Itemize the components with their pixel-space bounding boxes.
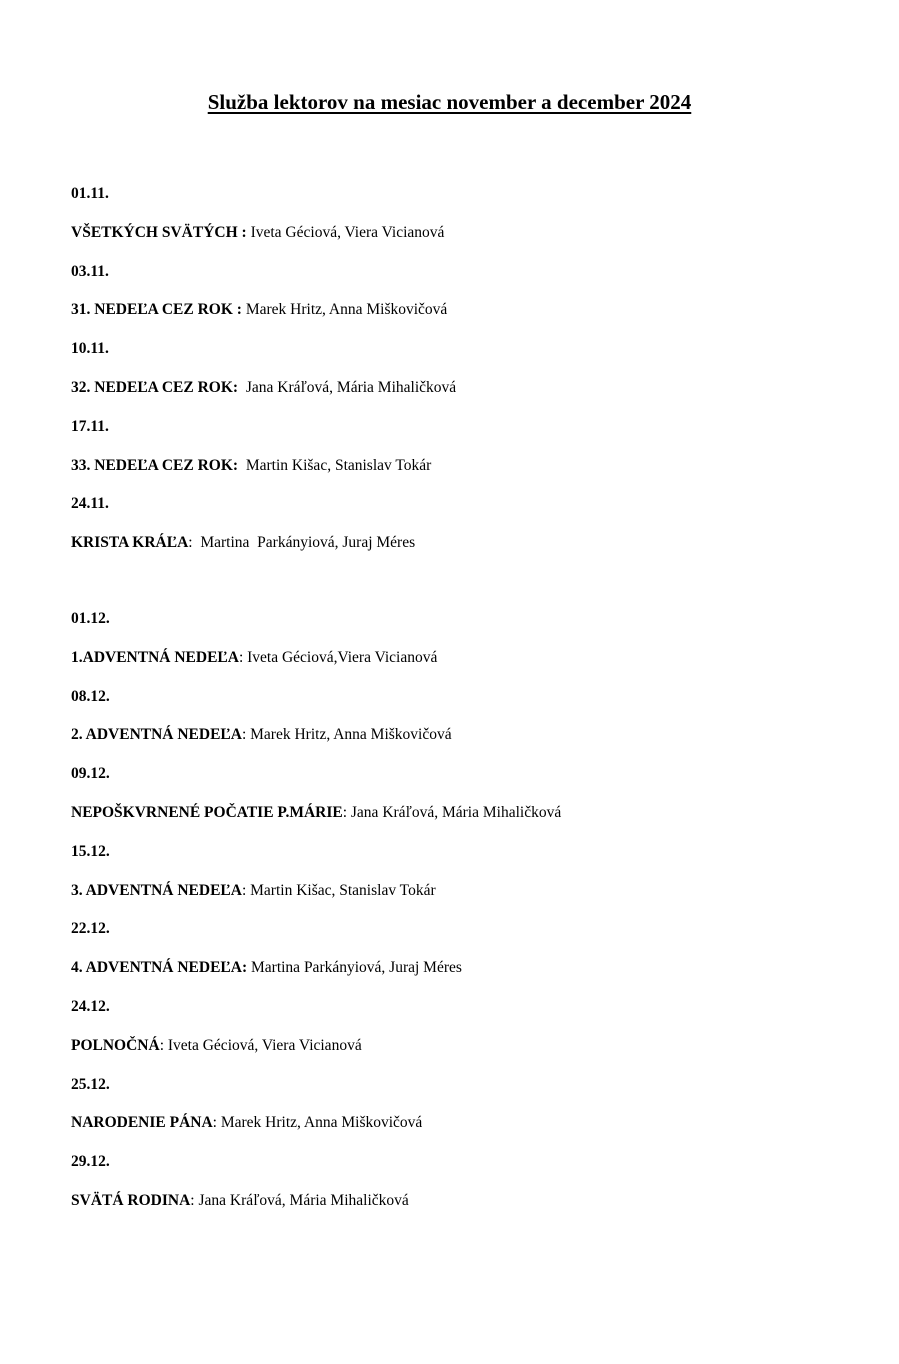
lector-names: Iveta Géciová, Viera Vicianová [246,223,445,241]
lector-names: : Martina Parkányiová, Juraj Méres [188,534,416,552]
celebration-label: 31. NEDEĽA CEZ ROK : [71,301,242,319]
document-title-text: Služba lektorov na mesiac november a december 2024 [207,90,692,114]
lector-names: : Martin Kišac, Stanislav Tokár [241,881,436,899]
celebration-label: NARODENIE PÁNA [71,1114,213,1132]
schedule-date: 01.11. [71,185,109,202]
schedule-entry [71,801,831,840]
schedule-date: 17.11. [71,417,109,435]
schedule-entry [71,376,831,415]
schedule-entry [71,956,831,995]
lector-names: : Iveta Géciová,Viera Vicianová [238,648,438,666]
celebration-label: 2. ADVENTNÁ NEDEĽA [71,726,242,744]
schedule-entry [71,1189,831,1228]
schedule-date: 22.12. [71,920,110,938]
schedule-date: 01.12. [71,610,110,627]
celebration-label: 1.ADVENTNÁ NEDEĽA [71,648,239,666]
schedule-date: 24.12. [71,997,110,1015]
schedule-date: 08.12. [71,687,110,705]
celebration-label: KRISTA KRÁĽA [71,534,189,552]
celebration-label: 3. ADVENTNÁ NEDEĽA [71,881,242,899]
lector-names: : Jana Kráľová, Mária Mihaličková [190,1191,409,1209]
schedule-entry [71,1111,831,1150]
lector-names: Martin Kišac, Stanislav Tokár [238,456,432,474]
schedule-date: 25.12. [71,1075,110,1093]
celebration-label: POLNOČNÁ [71,1036,160,1054]
schedule-entry [71,454,831,493]
schedule-date: 24.11. [71,495,109,513]
schedule-entry [71,1034,831,1073]
lector-names: Martina Parkányiová, Juraj Méres [247,959,462,977]
schedule-date: 03.11. [71,262,109,280]
celebration-label: SVÄTÁ RODINA [71,1191,191,1209]
schedule-date: 15.12. [71,842,110,860]
celebration-label: 33. NEDEĽA CEZ ROK: [71,456,239,474]
celebration-label: NEPOŠKVRNENÉ POČATIE P.MÁRIE [71,803,343,821]
december-schedule [71,607,831,1228]
schedule-entry [71,646,831,685]
document-title [0,88,899,116]
celebration-label: 4. ADVENTNÁ NEDEĽA: [71,959,248,977]
lector-names: : Marek Hritz, Anna Miškovičová [212,1114,423,1132]
schedule-entry [71,879,831,918]
schedule-date: 10.11. [71,340,109,358]
schedule-date: 09.12. [71,765,110,783]
lector-names: Jana Kráľová, Mária Mihaličková [238,378,457,396]
schedule-entry [71,298,831,337]
schedule-entry [71,723,831,762]
celebration-label: 32. NEDEĽA CEZ ROK: [71,378,239,396]
schedule-entry [71,531,831,570]
lector-names: : Iveta Géciová, Viera Vicianová [159,1036,362,1054]
schedule-entry [71,221,831,260]
lector-names: : Marek Hritz, Anna Miškovičová [241,726,452,744]
november-schedule [71,182,831,570]
schedule-date: 29.12. [71,1153,110,1171]
lector-names: : Jana Kráľová, Mária Mihaličková [342,803,562,821]
lector-names: Marek Hritz, Anna Miškovičová [241,301,448,319]
celebration-label: VŠETKÝCH SVÄTÝCH : [71,223,247,241]
